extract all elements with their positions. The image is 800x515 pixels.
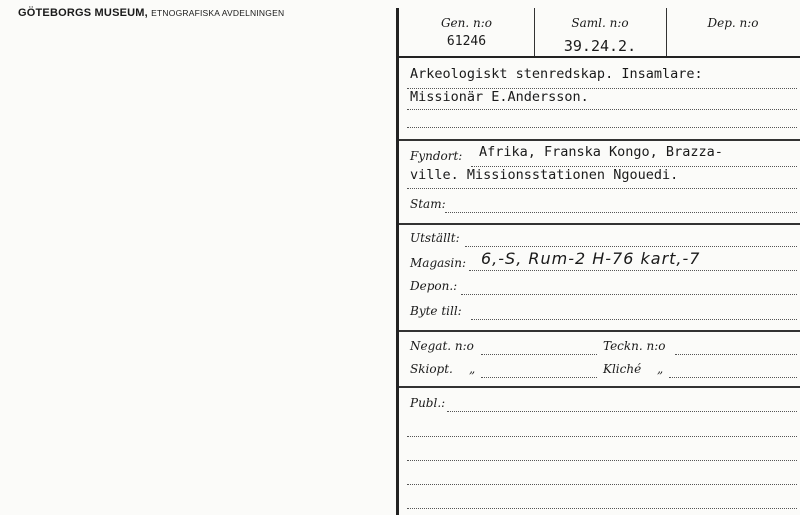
divider: [399, 330, 800, 332]
dotted-line: [407, 127, 797, 128]
dotted-line: [481, 354, 597, 355]
utstallt-label: Utställt:: [410, 231, 460, 245]
skiopt-ditto: „: [469, 362, 476, 376]
negat-label: Negat. n:o: [410, 339, 474, 353]
divider: [399, 139, 800, 141]
dotted-line: [447, 411, 797, 412]
museum-name: GÖTEBORGS MUSEUM,: [18, 7, 148, 19]
gen-label: Gen. n:o: [440, 16, 493, 30]
kliche-label: Kliché: [603, 362, 642, 376]
magasin-handwritten-value: 6,-S, Rum-2 H-76 kart,-7: [481, 249, 701, 268]
divider: [399, 223, 800, 225]
description-line-2: Missionär E.Andersson.: [410, 89, 589, 105]
divider: [399, 56, 800, 58]
dotted-line: [465, 246, 797, 247]
dotted-line: [469, 270, 797, 271]
dotted-line: [471, 319, 797, 320]
catalog-card: [399, 8, 800, 515]
publ-label: Publ.:: [410, 396, 446, 410]
dotted-line: [407, 484, 797, 485]
dotted-line: [669, 377, 797, 378]
saml-label: Saml. n:o: [571, 16, 629, 30]
dotted-line: [461, 294, 797, 295]
fyndort-line-1: Afrika, Franska Kongo, Brazza-: [479, 144, 723, 160]
description-line-1: Arkeologiskt stenredskap. Insamlare:: [410, 66, 703, 82]
dotted-line: [407, 460, 797, 461]
stam-label: Stam:: [410, 197, 446, 211]
depon-label: Depon.:: [410, 279, 458, 293]
teckn-label: Teckn. n:o: [603, 339, 666, 353]
saml-value: 39.24.2.: [563, 37, 637, 55]
divider: [399, 386, 800, 388]
dotted-line: [407, 188, 797, 189]
dotted-line: [445, 212, 797, 213]
dep-label: Dep. n:o: [707, 16, 759, 30]
magasin-label: Magasin:: [410, 256, 467, 270]
fyndort-line-2: ville. Missionsstationen Ngouedi.: [410, 167, 679, 183]
skiopt-label: Skiopt.: [410, 362, 453, 376]
department-name: ETNOGRAFISKA AVDELNINGEN: [151, 8, 285, 18]
kliche-ditto: „: [657, 362, 664, 376]
byte-label: Byte till:: [410, 304, 462, 318]
dotted-line: [407, 436, 797, 437]
dotted-line: [407, 109, 797, 110]
fyndort-label: Fyndort:: [410, 149, 463, 163]
dotted-line: [407, 508, 797, 509]
gen-value: 61246: [446, 34, 487, 49]
dotted-line: [481, 377, 597, 378]
dotted-line: [675, 354, 797, 355]
museum-header: [18, 7, 284, 19]
